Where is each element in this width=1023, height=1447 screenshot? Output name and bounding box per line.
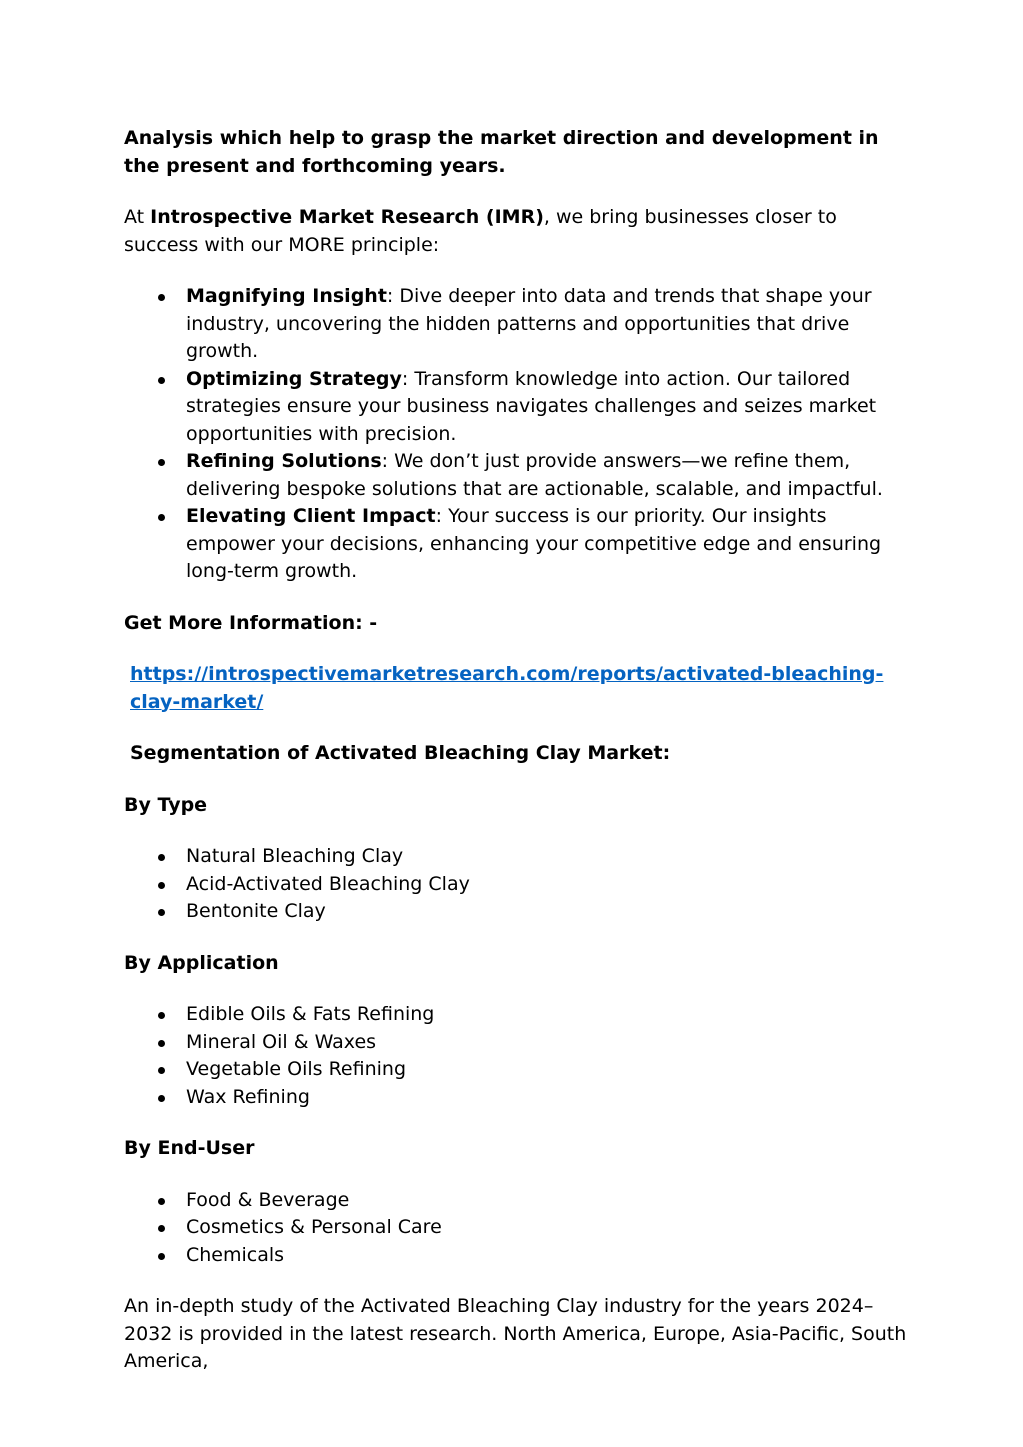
list-item bbox=[186, 1001, 914, 1029]
more-info-label: Get More Information: - bbox=[124, 611, 378, 634]
segmentation-title: Segmentation of Activated Bleaching Clay Market: bbox=[130, 742, 671, 764]
segment-item: Mineral Oil & Waxes bbox=[186, 1030, 377, 1053]
imr-brand: Introspective Market Research (IMR) bbox=[150, 206, 544, 228]
segment-item: Edible Oils & Fats Refining bbox=[186, 1003, 435, 1025]
list-item bbox=[186, 1187, 914, 1215]
list-item bbox=[186, 1242, 914, 1270]
report-link[interactable]: https://introspectivemarketresearch.com/reports/activated-bleaching-clay-market/ bbox=[130, 663, 884, 713]
principle-title: Refining Solutions bbox=[186, 450, 382, 472]
by-type-heading: By Type bbox=[124, 793, 208, 816]
intro-heading: Analysis which help to grasp the market direction and development in the present and forthcoming years. bbox=[124, 127, 879, 177]
by-application-list bbox=[124, 1001, 914, 1111]
more-principles-list bbox=[124, 283, 914, 586]
by-end-user-heading: By End-User bbox=[124, 1137, 255, 1159]
principle-title: Optimizing Strategy bbox=[186, 367, 402, 390]
bullet-icon bbox=[158, 459, 165, 466]
bullet-icon bbox=[158, 1198, 165, 1205]
list-item bbox=[186, 1056, 914, 1084]
list-item bbox=[186, 843, 914, 871]
bullet-icon bbox=[158, 882, 165, 889]
by-end-user-list bbox=[124, 1187, 914, 1270]
principle-text: : We don’t just provide answers—we refine them, delivering bespoke solutions that are actionable, scalable, and impactful. bbox=[186, 450, 883, 500]
segment-item: Chemicals bbox=[186, 1243, 285, 1266]
bullet-icon bbox=[158, 1225, 165, 1232]
list-item bbox=[186, 871, 914, 899]
segment-item: Acid-Activated Bleaching Clay bbox=[186, 872, 470, 895]
bullet-icon bbox=[158, 514, 165, 521]
list-item bbox=[186, 1029, 914, 1057]
principle-title: Elevating Client Impact bbox=[186, 505, 436, 527]
list-item bbox=[186, 898, 914, 926]
segment-item: Bentonite Clay bbox=[186, 900, 326, 922]
list-item bbox=[186, 366, 914, 449]
principle-text: : Dive deeper into data and trends that shape your industry, uncovering the hidden patterns and opportunities that drive growth. bbox=[186, 285, 872, 362]
list-item bbox=[186, 1214, 914, 1242]
imr-paragraph bbox=[124, 204, 914, 259]
list-item bbox=[186, 1084, 914, 1112]
bullet-icon bbox=[158, 1040, 165, 1047]
principle-text: : Transform knowledge into action. Our tailored strategies ensure your business navigates challenges and seizes market opportunities with precision. bbox=[186, 367, 877, 445]
bullet-icon bbox=[158, 1067, 165, 1074]
segment-item: Wax Refining bbox=[186, 1085, 310, 1108]
closing-paragraph: An in-depth study of the Activated Bleaching Clay industry for the years 2024–2032 is provided in the latest research. North America, Europe, Asia-Pacific, South America, bbox=[124, 1295, 907, 1372]
segment-item: Cosmetics & Personal Care bbox=[186, 1216, 442, 1238]
bullet-icon bbox=[158, 377, 165, 384]
bullet-icon bbox=[158, 294, 165, 301]
more-info-link-paragraph bbox=[124, 661, 914, 716]
bullet-icon bbox=[158, 1012, 165, 1019]
bullet-icon bbox=[158, 909, 165, 916]
segment-item: Food & Beverage bbox=[186, 1188, 350, 1211]
imr-prefix: At bbox=[124, 206, 151, 228]
list-item bbox=[186, 448, 914, 503]
list-item bbox=[186, 503, 914, 586]
list-item bbox=[186, 283, 914, 366]
by-application-heading: By Application bbox=[124, 951, 279, 974]
bullet-icon bbox=[158, 1095, 165, 1102]
principle-title: Magnifying Insight bbox=[186, 285, 387, 307]
imr-suffix: , we bring businesses closer to success with our MORE principle: bbox=[124, 206, 837, 256]
document-page bbox=[124, 125, 914, 1376]
bullet-icon bbox=[158, 1253, 165, 1260]
bullet-icon bbox=[158, 854, 165, 861]
principle-text: : Your success is our priority. Our insights empower your decisions, enhancing your competitive edge and ensuring long-term growth. bbox=[186, 505, 882, 582]
by-type-list bbox=[124, 843, 914, 926]
segment-item: Natural Bleaching Clay bbox=[186, 845, 404, 867]
segment-item: Vegetable Oils Refining bbox=[186, 1058, 407, 1080]
